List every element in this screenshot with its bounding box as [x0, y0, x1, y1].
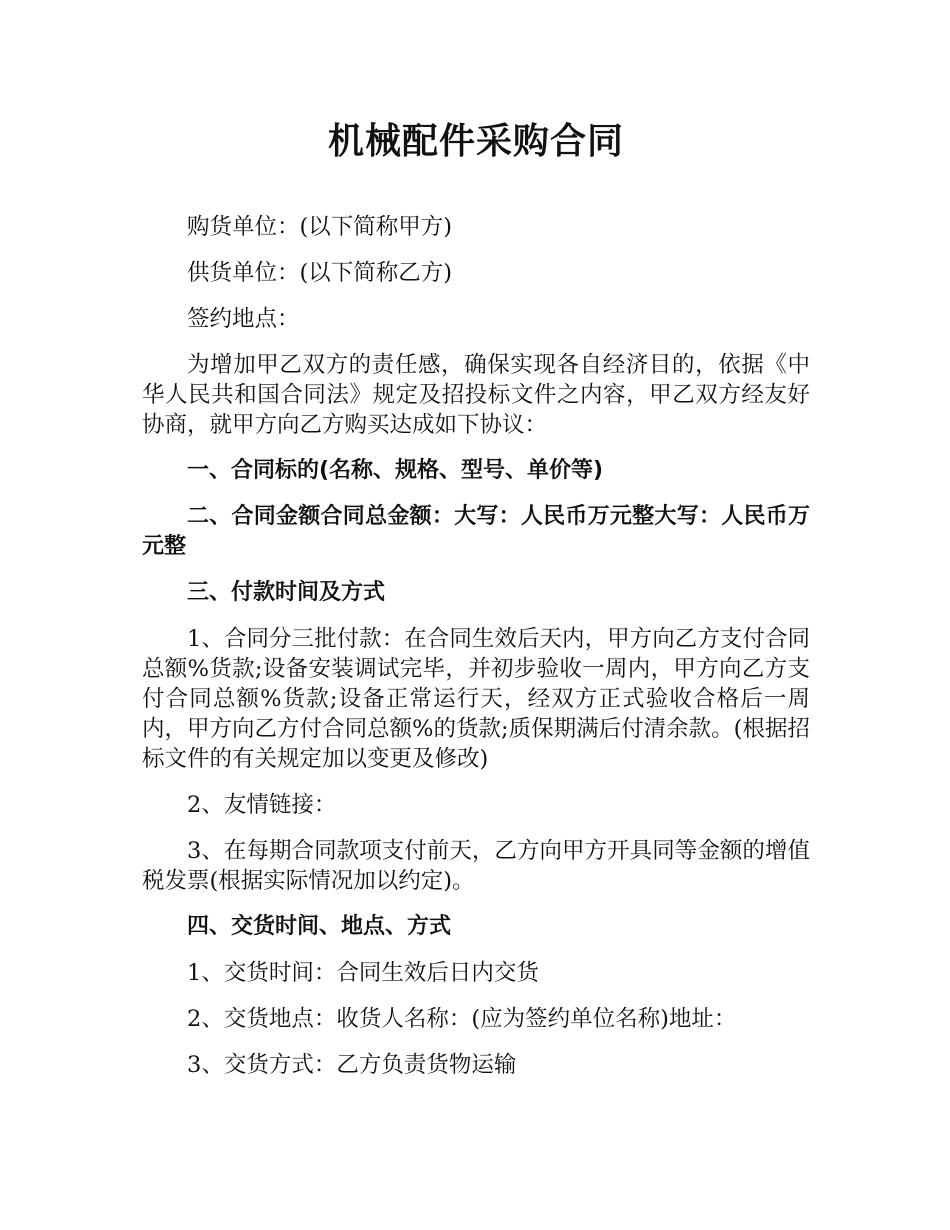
section-heading-subject: 一、合同标的(名称、规格、型号、单价等)	[187, 458, 604, 483]
payment-clause-1: 1、合同分三批付款：在合同生效后天内，甲方向乙方支付合同总额%货款;设备安装调试完毕，并初步验收一周内，甲方向乙方支付合同总额%货款;设备正常运行天，经双方正式验收合格后一周内，甲方向乙方付合同总额%的货款;质保期满后付清余款。(根据招标文件的有关规定加以变更及修改)	[142, 626, 810, 772]
payment-clause-2: 2、友情链接：	[187, 792, 337, 818]
delivery-clause-3: 3、交货方式：乙方负责货物运输	[187, 1052, 517, 1078]
delivery-clause-1: 1、交货时间：合同生效后日内交货	[187, 960, 539, 986]
section-heading-amount: 二、合同金额合同总金额：大写：人民币万元整大写：人民币万元整	[142, 504, 810, 559]
signing-place-line: 签约地点：	[187, 306, 300, 332]
section-heading-delivery: 四、交货时间、地点、方式	[187, 914, 452, 939]
section-heading-payment: 三、付款时间及方式	[187, 580, 386, 605]
delivery-clause-2: 2、交货地点：收货人名称：(应为签约单位名称)地址：	[187, 1006, 737, 1032]
payment-clause-3: 3、在每期合同款项支付前天，乙方向甲方开具同等金额的增值税发票(根据实际情况加以约定)。	[142, 838, 810, 894]
preamble-paragraph: 为增加甲乙双方的责任感，确保实现各自经济目的，依据《中华人民共和国合同法》规定及招投标文件之内容，甲乙双方经友好协商，就甲方向乙方购买达成如下协议：	[142, 352, 810, 438]
buyer-line: 购货单位：(以下简称甲方)	[187, 214, 453, 240]
document-title: 机械配件采购合同	[327, 121, 624, 162]
supplier-line: 供货单位：(以下简称乙方)	[187, 260, 453, 286]
